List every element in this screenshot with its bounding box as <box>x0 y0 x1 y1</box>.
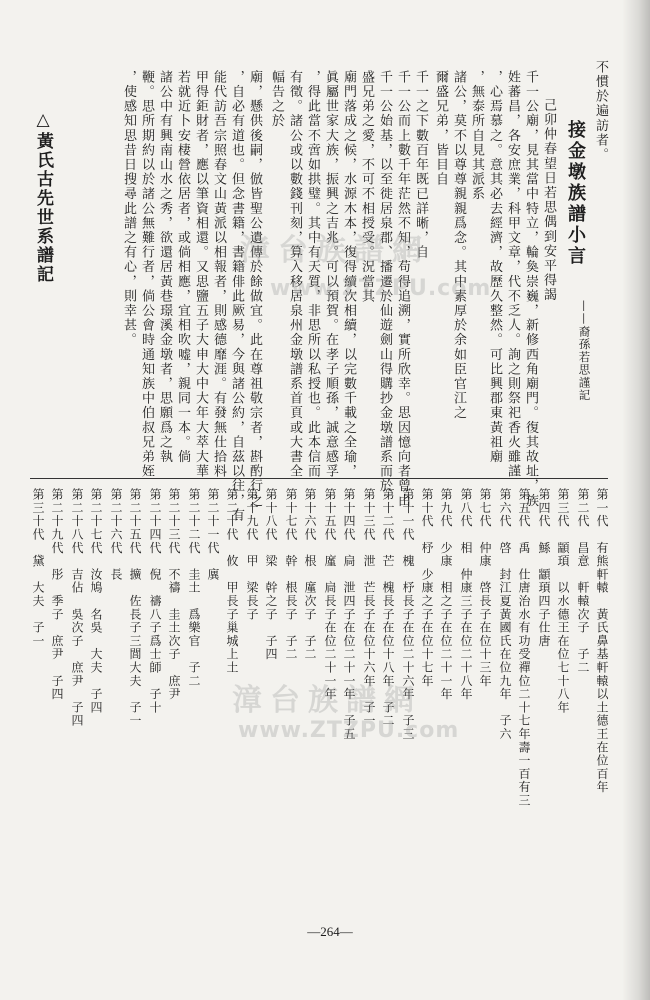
generation-entry: 第二十五代 擴 佐長子三閭大夫 子一 <box>128 488 142 728</box>
paragraph-line: 盛兄弟之愛，不可不相授受。況當其 <box>359 70 374 304</box>
paragraph-line: 不慣於遍訪者。 <box>593 60 608 163</box>
paragraph-line: ，無泰所自見其派系 <box>469 70 484 202</box>
generation-entry: 第七代 仲康 啓長子在位十三年 <box>478 488 492 688</box>
paragraph-line: 甲得鉅財者，應以筆資相還。又思鹽五子大申大中大年大萃大華 <box>193 70 208 479</box>
paragraph-line: 千一公而上數千年茫然不知，苟得追溯，實所欣幸。思因憶向者曾由 <box>395 70 410 508</box>
generation-entry: 第二十二代 圭土 爲樂官 子二 <box>187 488 201 688</box>
binding-shadow <box>622 0 650 1000</box>
paragraph-line: 諸公中有興南山水之秀，欲還居黃巷璟溪金墩者，思願爲之執 <box>157 70 172 465</box>
generation-entry: 第四代 鯀 顓頊四子仕唐 <box>537 488 551 648</box>
paragraph-line: 千一之下數百年既已詳晰，自 <box>413 70 428 260</box>
section-divider <box>30 478 608 479</box>
article-author: ——裔孫若思謹記 <box>577 300 592 402</box>
paragraph-line: ，自必有道也。但念書籍，書籍俳此厥易，今與諸公約，自茲以往，有 <box>229 70 244 523</box>
generation-entry: 第二代 昌意 軒轅次子 子二 <box>576 488 590 675</box>
generation-entry: 第二十八代 吉佔 吳次子 庶尹 子四 <box>70 488 84 728</box>
paragraph-line: 若就近卜安棲營依居者，或倘相應，宜相吹嘘，親同一本。倘 <box>175 70 190 465</box>
watermark-url: www.ZTZPU.com <box>270 276 492 301</box>
paragraph-line: 姓蕃昌，各安庶業，科甲文章，代不乏人。詢之則祭祀香火雖謹 <box>505 70 520 479</box>
paragraph-line: 能代訪吾宗照春文山黃派以相報者，則感德靡涯。有發無仕拾料 <box>211 70 226 479</box>
paragraph-line: ，心焉慕之。意其必去經濟，故歷久整然。可比興郡東黃祖廟 <box>487 70 502 465</box>
generation-entry: 第二十一代 廙 <box>206 488 220 582</box>
paragraph-line: 廟門落成之候，水源木本，復得續次相續，以完數千載之全瑜， <box>341 70 356 479</box>
paragraph-line: 千一公廟，見其當中特立，輪奐崇巍，新修西角廟門。復其故址，族 <box>523 70 538 508</box>
generation-entry: 第十六代 根 廑次子 子二 <box>303 488 317 661</box>
paragraph-line: 己卯仲春望日若思偶到安平得謁 <box>541 98 556 303</box>
generation-entry: 第十代 杼 少康之子在位十七年 <box>420 488 434 688</box>
generation-entry: 第十三代 泄 芒長子在位十六年 子一 <box>362 488 376 728</box>
generation-entry: 第三代 顓頊 以水德王在位七十八年 <box>556 488 570 715</box>
generation-entry: 第二十九代 彤 季子 庶尹 子四 <box>50 488 64 701</box>
paragraph-line: 爾盛兄弟，皆目自 <box>433 70 448 187</box>
generation-entry: 第九代 少康 相之子在位二十一年 <box>439 488 453 701</box>
generation-entry: 第十八代 梁 幹之子 子四 <box>264 488 278 661</box>
paragraph-line: ，得此當不啻如拱璧。其中有天質，非思所以私授也。此本信而 <box>305 70 320 479</box>
generation-entry: 第二十六代 長 <box>109 488 123 582</box>
paragraph-line: ，使感知思昔日搜尋此譜之有心，則幸甚。 <box>121 70 136 348</box>
generation-entry: 第十五代 廑 扃長子在位二十一年 <box>323 488 337 701</box>
watermark-text: 漳台族譜網 <box>240 233 430 268</box>
generation-entry: 第二十三代 不禱 圭土次子 庶尹 <box>167 488 181 701</box>
watermark-text: 漳台族譜網 <box>232 683 422 718</box>
page-number: —264— <box>307 924 353 939</box>
generation-entry: 第十一代 槐 杼長子在位二十六年 子三 <box>401 488 415 741</box>
watermark-url: www.ZTZPU.com <box>238 718 460 743</box>
paragraph-line: 有徵。諸公或以數錢刊刻，算入移居泉州金墩譜系首頁或大書全 <box>287 70 302 479</box>
paragraph-line: 幅告之於 <box>269 70 284 129</box>
generation-entry: 第八代 相 仲康三子在位二十八年 <box>459 488 473 701</box>
generation-entry: 第三十代 黛 大夫 子一 <box>31 488 45 648</box>
generation-entry: 第一代 有熊軒轅 黃氏鼻基軒轅以土德王在位百年 <box>595 488 609 794</box>
generation-entry: 第十七代 幹 根長子 子二 <box>284 488 298 661</box>
paragraph-line: 鞭。思所期約以於諸公無難行者，倘公會時通知族中伯叔兄弟姪 <box>139 70 154 479</box>
paragraph-line: 廟，懸供後嗣，倣皆聖公遺傳於餘做宜。此在尊祖敬宗者，斟酌行之 <box>247 70 262 508</box>
generation-entry: 第二十四代 倪 禱八子爲士師 子十 <box>148 488 162 715</box>
generation-entry: 第五代 禹 仕唐治水有功受禪位二十七年壽一百有三 <box>517 488 531 808</box>
article-title: 接金墩族譜小言 <box>565 120 586 267</box>
paragraph-line: 千一公始基，以至徙居泉郡、播遷於仙遊劍山得購抄金墩譜系而於 <box>377 70 392 494</box>
paragraph-line: 眞屬世家大族，振興之吉兆。可以預賀。在孝子順孫，誠意感孚 <box>323 70 338 479</box>
generation-entry: 第六代 啓 封江夏黃國氏在位九年 子六 <box>498 488 512 741</box>
generation-entry: 第十四代 扃 泄四子在位二十一年 子五 <box>342 488 356 741</box>
generation-entry: 第十九代 甲 梁長子 <box>245 488 259 621</box>
generation-entry: 第二十代 攸 甲長子巢城上土 <box>225 488 239 675</box>
section-subtitle: △黃氏古先世系譜記 <box>33 110 53 284</box>
paragraph-line: 諸公，莫不以尊尊親親爲念。其中素厚於余如臣官江之 <box>451 70 466 421</box>
generation-entry: 第十二代 芒 槐長子在位十八年 子二 <box>381 488 395 728</box>
generation-entry: 第二十七代 汝鳩 名吳 大夫 子四 <box>89 488 103 715</box>
